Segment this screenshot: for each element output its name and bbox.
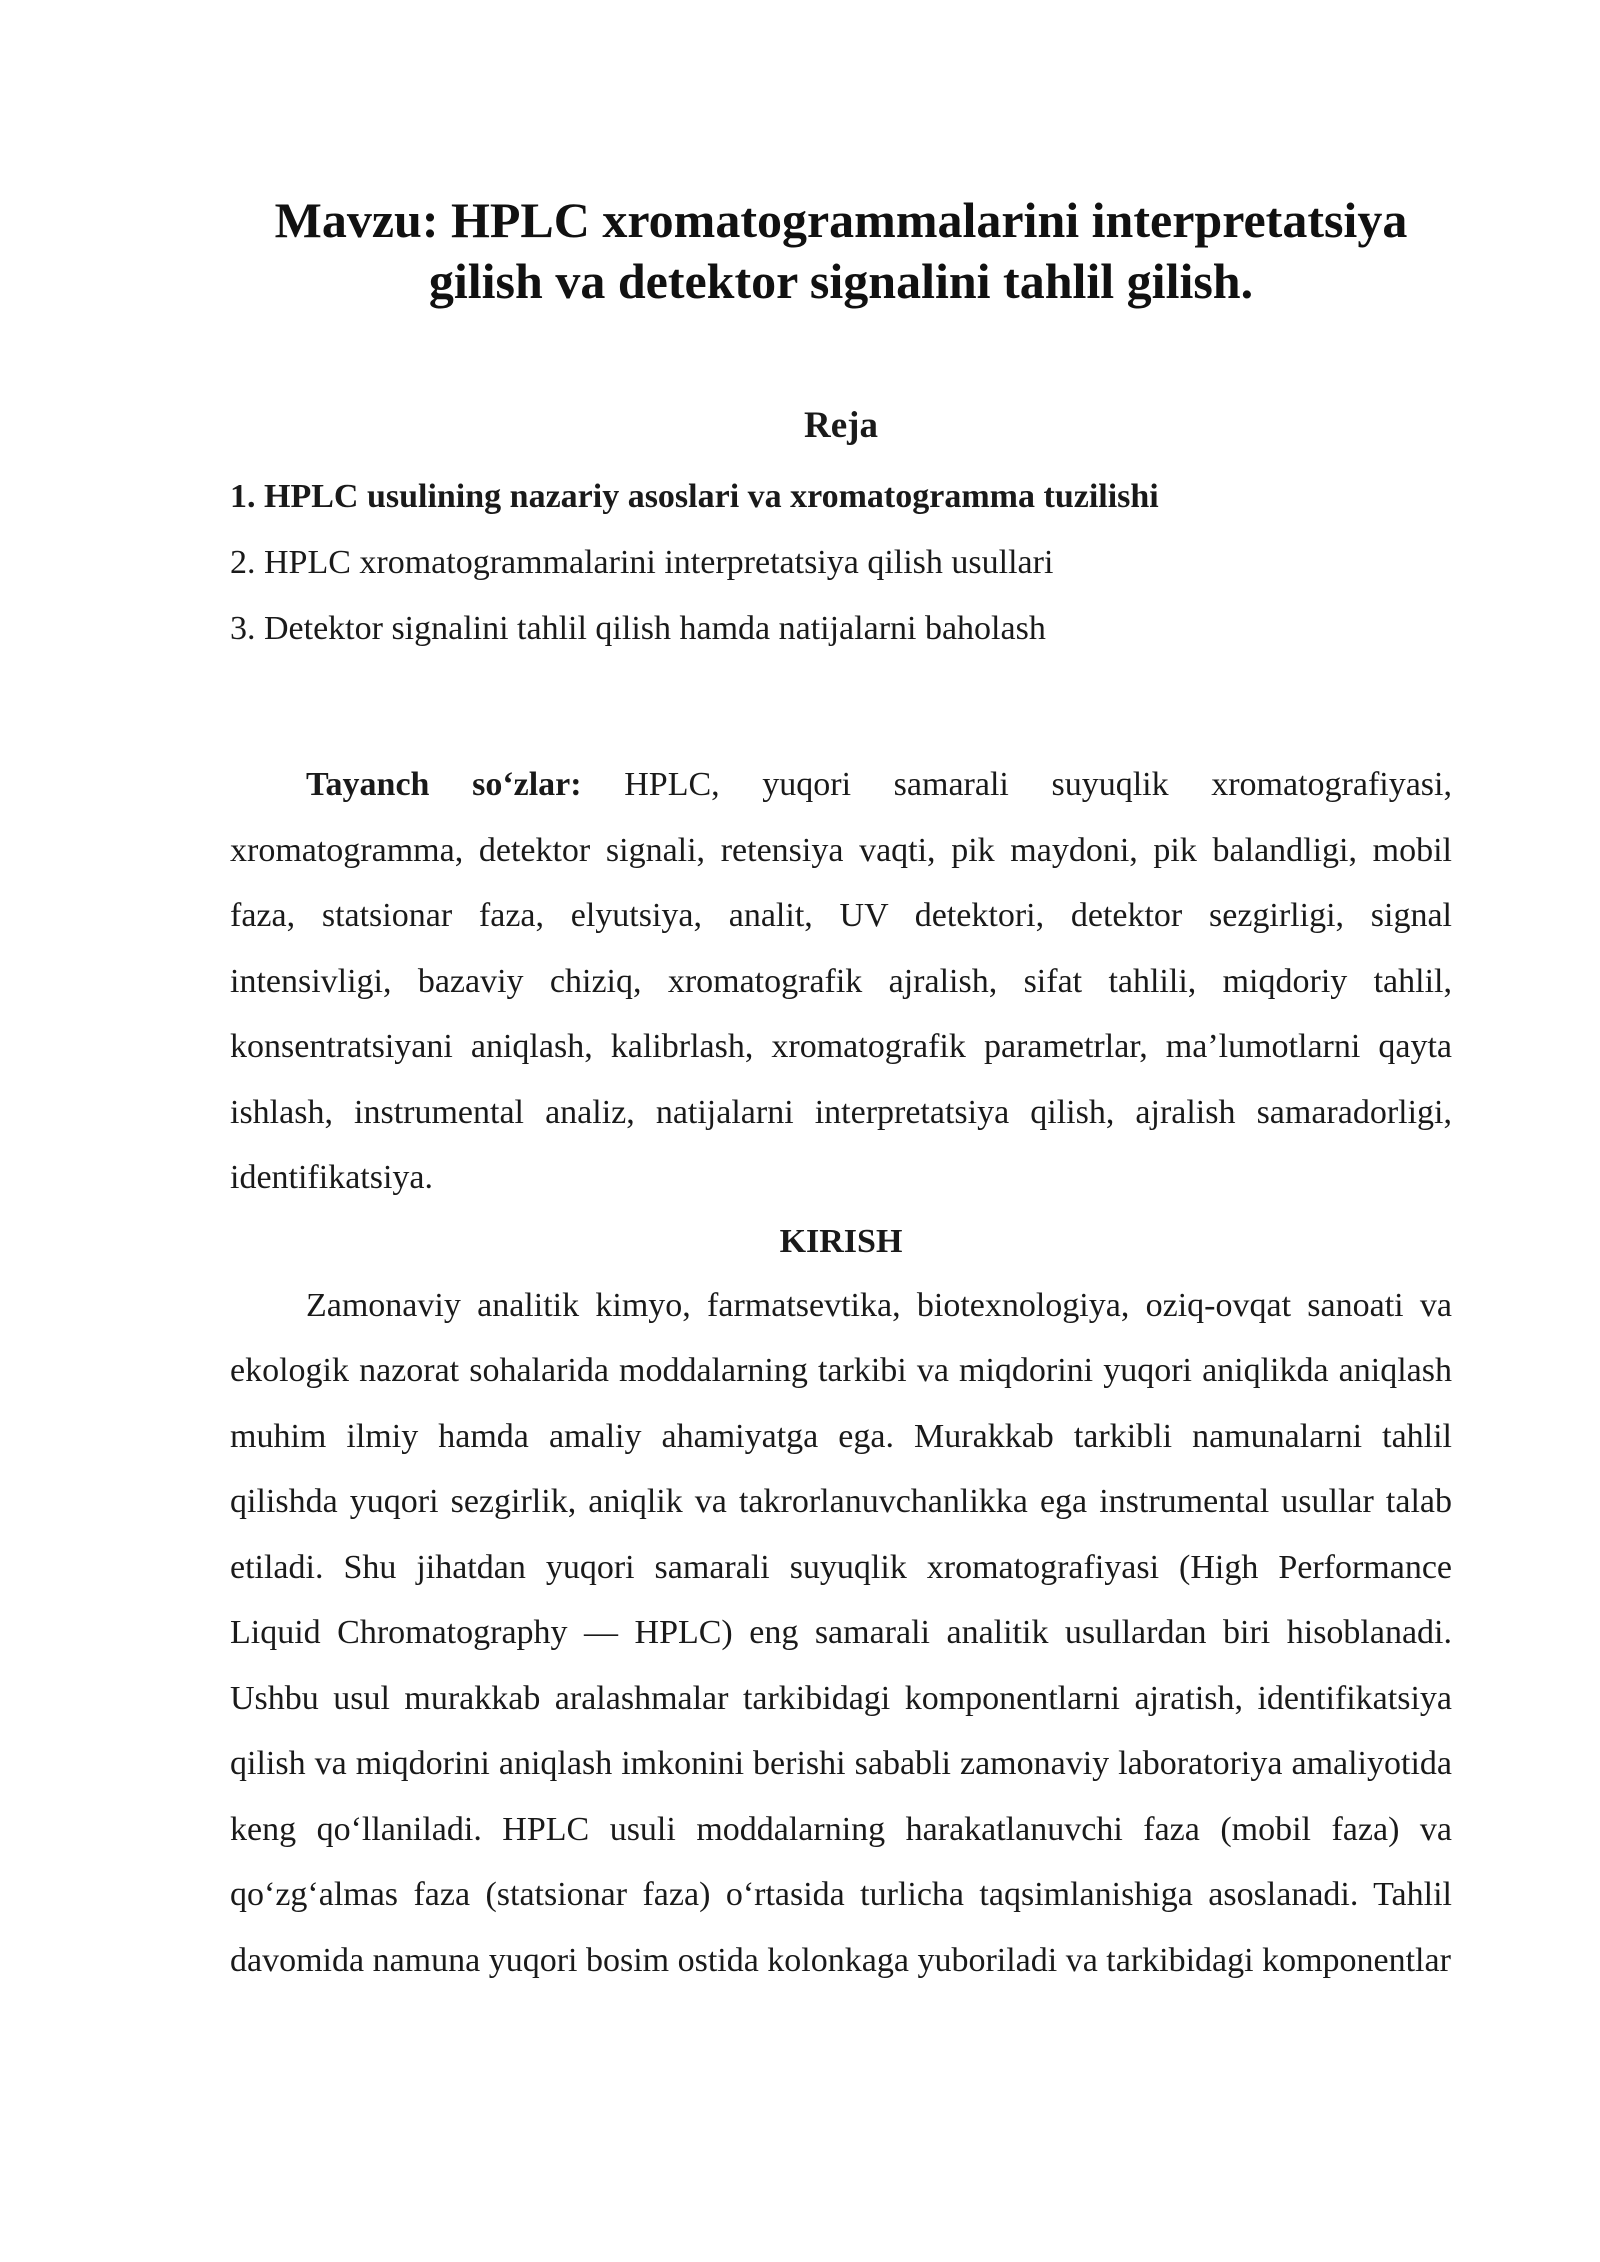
- plan-list: [230, 464, 1452, 662]
- document-title: Mavzu: HPLC xromatogrammalarini interpretatsiya gilish va detektor signalini tahlil gilish.: [274, 192, 1408, 309]
- page-content: [230, 190, 1452, 1993]
- intro-heading: KIRISH: [779, 1222, 903, 1260]
- plan-item-1: 1. HPLC usulining nazariy asoslari va xromatogramma tuzilishi: [230, 478, 1159, 515]
- plan-item-3: 3. Detektor signalini tahlil qilish hamda natijalarni baholash: [230, 610, 1046, 647]
- intro-paragraph: Zamonaviy analitik kimyo, farmatsevtika, biotexnologiya, oziq-ovqat sanoati va ekologik nazorat sohalarida moddalarning tarkibi va miqdorini yuqori aniqlikda aniqlash muhim ilmiy hamda amaliy ahamiyatga ega. Murakkab tarkibli namunalarni tahlil qilishda yuqori sezgirlik, aniqlik va takrorlanuvchanlikka ega instrumental usullar talab etiladi. Shu jihatdan yuqori samarali suyuqlik xromatografiyasi (High Performance Liquid Chromatography — HPLC) eng samarali analitik usullardan biri hisoblanadi. Ushbu usul murakkab aralashmalar tarkibidagi komponentlarni ajratish, identifikatsiya qilish va miqdorini aniqlash imkonini berishi sababli zamonaviy laboratoriya amaliyotida keng qo‘llaniladi. HPLC usuli moddalarning harakatlanuvchi faza (mobil faza) va qo‘zg‘almas faza (statsionar faza) o‘rtasida turlicha taqsimlanishiga asoslanadi. Tahlil davomida namuna yuqori bosim ostida kolonkaga yuboriladi va tarkibidagi komponentlar: [230, 1286, 1452, 1979]
- keywords-text: HPLC, yuqori samarali suyuqlik xromatografiyasi, xromatogramma, detektor signali, retensiya vaqti, pik maydoni, pik balandligi, mobil faza, statsionar faza, elyutsiya, analit, UV detektori, detektor sezgirligi, signal intensivligi, bazaviy chiziq, xromatografik ajralish, sifat tahlili, miqdoriy tahlil, konsentratsiyani aniqlash, kalibrlash, xromatografik parametrlar, ma’lumotlarni qayta ishlash, instrumental analiz, natijalarni interpretatsiya qilish, ajralish samaradorligi, identifikatsiya.: [230, 766, 1452, 1196]
- keywords-paragraph: [230, 752, 1452, 1211]
- plan-heading: Reja: [804, 405, 878, 446]
- keywords-label: Tayanch so‘zlar:: [306, 766, 582, 803]
- plan-item-2: 2. HPLC xromatogrammalarini interpretatsiya qilish usullari: [230, 544, 1054, 581]
